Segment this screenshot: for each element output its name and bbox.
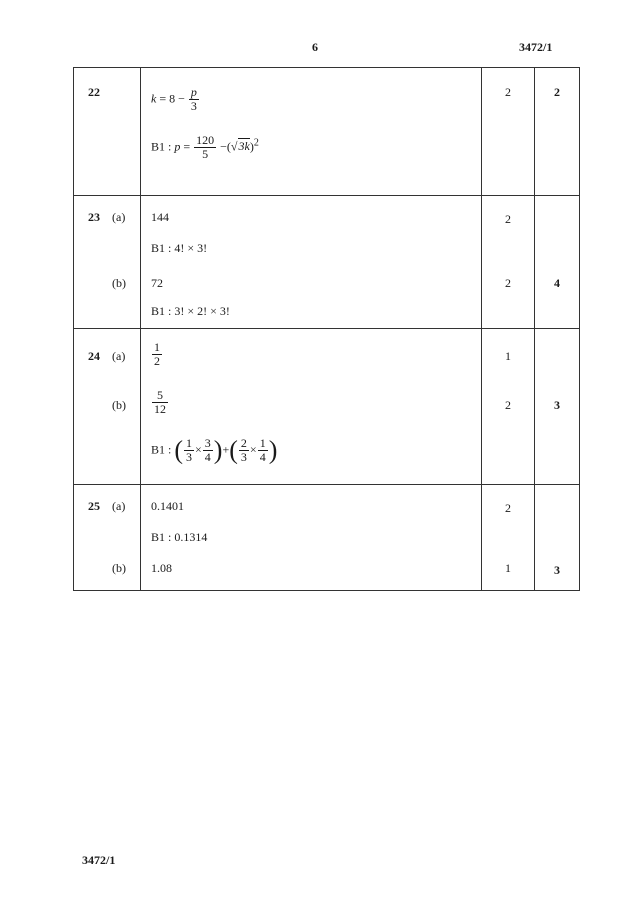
total-cell bbox=[535, 485, 580, 591]
part-label-a: (a) bbox=[112, 499, 126, 513]
marks-cell bbox=[482, 68, 535, 196]
question-number: 24 bbox=[88, 349, 100, 363]
answer-b: $\frac{5}{12}$ bbox=[154, 388, 166, 416]
total-marks: 3 bbox=[554, 563, 560, 577]
paper-code-header: 3472/1 bbox=[519, 40, 553, 54]
answer-expression: k = 8 − $\frac{p}{3}$ bbox=[151, 85, 197, 113]
total-cell bbox=[535, 196, 580, 329]
answer-a: $\frac{1}{2}$ bbox=[154, 340, 160, 368]
marks-cell bbox=[482, 485, 535, 591]
solution-cell bbox=[141, 485, 482, 591]
marks-a: 1 bbox=[505, 349, 511, 363]
total-cell bbox=[535, 68, 580, 196]
part-label-a: (a) bbox=[112, 210, 126, 224]
solution-cell bbox=[141, 329, 482, 485]
total-marks: 2 bbox=[554, 85, 560, 99]
question-row-23 bbox=[74, 196, 580, 329]
question-cell bbox=[74, 196, 141, 329]
b1-working-a: B1 : 4! × 3! bbox=[151, 241, 208, 255]
marks-b: 2 bbox=[505, 276, 511, 290]
b1-working: B1 : ( $\frac{1}{3}$ × $\frac{3}{4}$ )+( $\frac{2}{3}$ × $\frac{1}{4}$ ) bbox=[151, 435, 278, 465]
part-label-b: (b) bbox=[112, 398, 126, 412]
part-label-b: (b) bbox=[112, 276, 126, 290]
marks-a: 2 bbox=[505, 501, 511, 515]
part-label-a: (a) bbox=[112, 349, 126, 363]
total-marks: 4 bbox=[554, 276, 560, 290]
question-row-22 bbox=[74, 68, 580, 196]
page-number: 6 bbox=[312, 40, 318, 54]
total-cell bbox=[535, 329, 580, 485]
b1-working-b: B1 : 3! × 2! × 3! bbox=[151, 304, 230, 318]
marks: 2 bbox=[505, 85, 511, 99]
marks-b: 2 bbox=[505, 398, 511, 412]
solution-cell bbox=[141, 68, 482, 196]
question-cell bbox=[74, 68, 141, 196]
marks-cell bbox=[482, 329, 535, 485]
question-number: 25 bbox=[88, 499, 100, 513]
question-cell bbox=[74, 485, 141, 591]
answer-b: 72 bbox=[151, 276, 163, 290]
marks-a: 2 bbox=[505, 212, 511, 226]
b1-working-a: B1 : 0.1314 bbox=[151, 530, 208, 544]
question-number: 23 bbox=[88, 210, 100, 224]
question-row-25 bbox=[74, 485, 580, 591]
marking-scheme-table bbox=[73, 67, 580, 591]
question-cell bbox=[74, 329, 141, 485]
question-row-24 bbox=[74, 329, 580, 485]
marks-cell bbox=[482, 196, 535, 329]
paper-code-footer: 3472/1 bbox=[82, 853, 116, 867]
part-label-b: (b) bbox=[112, 561, 126, 575]
total-marks: 3 bbox=[554, 398, 560, 412]
marks-b: 1 bbox=[505, 561, 511, 575]
answer-a: 144 bbox=[151, 210, 169, 224]
answer-a: 0.1401 bbox=[151, 499, 184, 513]
solution-cell bbox=[141, 196, 482, 329]
answer-b: 1.08 bbox=[151, 561, 172, 575]
question-number: 22 bbox=[88, 85, 100, 99]
b1-working: B1 : p = $\frac{120}{5}$ $-(√3k)^2$ bbox=[151, 133, 259, 161]
